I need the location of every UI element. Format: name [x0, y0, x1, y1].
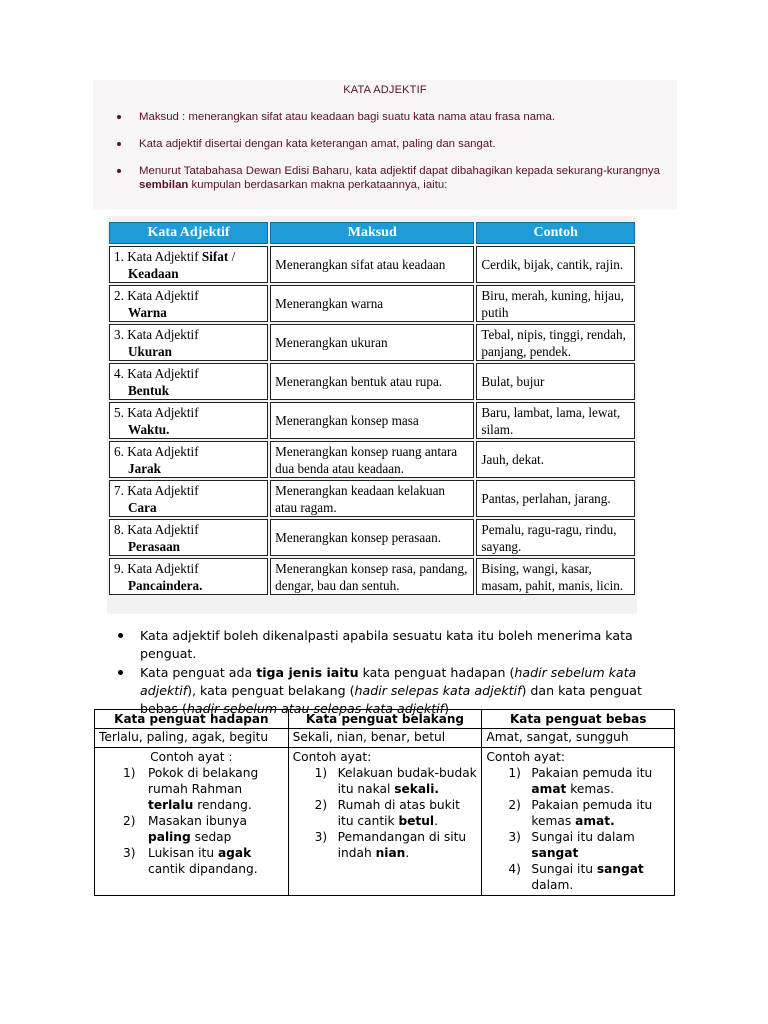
sentence-tail: kemas.: [566, 782, 614, 796]
adjective-type-cell: [109, 441, 268, 478]
adjective-type-line: [114, 248, 263, 265]
adjective-table-image: [107, 216, 637, 614]
adjective-inline-bold: Sifat: [201, 248, 229, 264]
adjective-name: Bentuk: [128, 382, 170, 398]
notes-b2-part4: hadir sebelum kata adjektif: [140, 665, 637, 698]
intro-bullet-3-text: Menurut Tatabahasa Dewan Edisi Baharu, kata adjektif dapat dibahagikan kepada sekurang-kurangnya: [139, 165, 660, 177]
penguat-table-header: [95, 710, 675, 729]
adjective-table-body: [109, 246, 635, 595]
sentence-intensifier: sangat: [531, 846, 579, 860]
adjective-type-line: [114, 560, 263, 577]
adjective-name: Jarak: [128, 460, 161, 476]
sentence-tail: cantik dipandang.: [148, 862, 258, 876]
sentence-item: [99, 845, 284, 877]
sentence-number: 3): [123, 846, 136, 860]
sentence-number: 1): [508, 766, 521, 780]
sentence-tail: rendang.: [193, 798, 252, 812]
adjective-row: [109, 285, 635, 322]
header-kata-adjektif: Kata Adjektif: [109, 222, 268, 244]
sentence-list-bebas: [486, 765, 670, 893]
penguat-table: [94, 709, 675, 896]
notes-b2-part8: hadir sebelum atau selepas kata adjektif: [186, 701, 445, 716]
notes-b2-part7: ) dan kata penguat bebas (: [140, 683, 642, 716]
adjective-name: Warna: [128, 304, 167, 320]
adjective-number: 3. Kata Adjektif: [114, 326, 199, 342]
sentence-number: 2): [123, 814, 136, 828]
notes-b2-part5: ), kata penguat belakang (: [187, 683, 355, 698]
sentence-item: [293, 829, 478, 861]
adjective-number: 5. Kata Adjektif: [114, 404, 199, 420]
sentence-intensifier: betul: [398, 814, 435, 828]
adjective-row: [109, 519, 635, 556]
penguat-sentences-row: [95, 748, 675, 896]
header-penguat-bebas: Kata penguat bebas: [482, 710, 675, 729]
sentence-intensifier: amat.: [575, 814, 615, 828]
sentence-item: [486, 765, 670, 797]
sentence-list-hadapan: [99, 765, 284, 877]
adjective-name: Ukuran: [128, 343, 172, 359]
examples-bebas: Amat, sangat, sungguh: [482, 729, 675, 748]
sentence-item: [486, 797, 670, 829]
adjective-row: [109, 480, 635, 517]
sentence-item: [486, 829, 670, 861]
adjective-name: Keadaan: [128, 265, 179, 281]
adjective-type-cell: [109, 480, 268, 517]
sentence-item: [99, 813, 284, 845]
sentence-tail: sedap: [190, 830, 232, 844]
page-title: KATA ADJEKTIF: [343, 84, 427, 96]
notes-b2-part2: tiga jenis iaitu: [256, 665, 359, 680]
intro-bullet-2: Kata adjektif disertai dengan kata keterangan amat, paling dan sangat.: [117, 137, 672, 151]
header-penguat-hadapan: Kata penguat hadapan: [95, 710, 289, 729]
maksud-cell: Menerangkan sifat atau keadaan: [270, 246, 474, 283]
intro-bullet-3: [117, 164, 672, 192]
contoh-cell: Bulat, bujur: [476, 363, 635, 400]
notes-b2-part9: ): [444, 701, 450, 716]
sentence-number: 1): [314, 766, 328, 780]
adjective-number: 1. Kata Adjektif: [114, 248, 199, 264]
adjective-table: [107, 220, 637, 597]
sentence-item: [486, 861, 670, 893]
header-penguat-belakang: Kata penguat belakang: [288, 710, 482, 729]
maksud-cell: Menerangkan konsep perasaan.: [270, 519, 474, 556]
adjective-type-cell: [109, 363, 268, 400]
intro-bullet-1: Maksud : menerangkan sifat atau keadaan bagi suatu kata nama atau frasa nama.: [117, 110, 672, 124]
sentence-intensifier: terlalu: [148, 798, 194, 812]
adjective-number: 7. Kata Adjektif: [114, 482, 199, 498]
intro-section: [93, 80, 677, 210]
notes-b2-part3: kata penguat hadapan (: [358, 665, 515, 680]
intro-bullet-3-rest: kumpulan berdasarkan makna perkataannya, iaitu:: [188, 179, 448, 191]
sentence-text: Sungai itu dalam: [531, 830, 635, 844]
sentence-text: Pakaian pemuda itu: [531, 766, 653, 780]
adjective-row: [109, 402, 635, 439]
adjective-row: [109, 558, 635, 595]
adjective-type-line: [114, 365, 263, 382]
sentence-item: [293, 765, 478, 797]
adjective-number: 8. Kata Adjektif: [114, 521, 199, 537]
intro-bullet-3-bold: sembilan: [139, 179, 189, 191]
adjective-type-cell: [109, 558, 268, 595]
maksud-cell: Menerangkan konsep masa: [270, 402, 474, 439]
adjective-type-cell: [109, 246, 268, 283]
sentence-number: 2): [508, 798, 521, 812]
sentence-intensifier: amat: [531, 782, 567, 796]
adjective-type-line: [114, 482, 263, 499]
adjective-name: Perasaan: [128, 538, 181, 554]
adjective-name: Waktu.: [128, 421, 170, 437]
adjective-type-line: [114, 521, 263, 538]
contoh-cell: Cerdik, bijak, cantik, rajin.: [476, 246, 635, 283]
intro-bullet-list: [117, 110, 672, 205]
maksud-cell: Menerangkan keadaan kelakuan atau ragam.: [270, 480, 474, 517]
sentence-intensifier: sangat: [596, 862, 644, 876]
maksud-cell: Menerangkan konsep rasa, pandang, dengar, bau dan sentuh.: [270, 558, 474, 595]
sentence-intensifier: paling: [148, 830, 191, 844]
header-maksud: Maksud: [270, 222, 474, 244]
adjective-number: 4. Kata Adjektif: [114, 365, 199, 381]
contoh-cell: Biru, merah, kuning, hijau, putih: [476, 285, 635, 322]
adjective-type-line: [114, 443, 263, 460]
sentence-tail: .: [405, 846, 410, 860]
sentence-tail: dalam.: [531, 878, 574, 892]
sentence-number: 1): [123, 766, 136, 780]
maksud-cell: Menerangkan bentuk atau rupa.: [270, 363, 474, 400]
adjective-number: 6. Kata Adjektif: [114, 443, 199, 459]
sentence-text: Masakan ibunya: [148, 814, 247, 828]
adjective-name: Pancaindera.: [128, 577, 203, 593]
sentences-belakang: [288, 748, 482, 896]
adjective-row: [109, 363, 635, 400]
contoh-cell: Pantas, perlahan, jarang.: [476, 480, 635, 517]
sentence-number: 3): [508, 830, 521, 844]
notes-b2-part1: Kata penguat ada: [140, 665, 257, 680]
adjective-row: [109, 441, 635, 478]
adjective-inline-rest: /: [228, 248, 236, 264]
adjective-row: [109, 324, 635, 361]
sentence-text: Lukisan itu: [148, 846, 218, 860]
contoh-cell: Pemalu, ragu-ragu, rindu, sayang.: [476, 519, 635, 556]
adjective-type-line: [114, 404, 263, 421]
sentence-text: Pakaian pemuda itu kemas: [531, 798, 653, 828]
maksud-cell: Menerangkan ukuran: [270, 324, 474, 361]
contoh-cell: Tebal, nipis, tinggi, rendah, panjang, pendek.: [476, 324, 635, 361]
sentence-intensifier: agak: [217, 846, 252, 860]
penguat-examples-row: [95, 729, 675, 748]
sentence-intensifier: nian: [375, 846, 406, 860]
sentences-bebas: [482, 748, 675, 896]
sentence-text: Pokok di belakang rumah Rahman: [148, 766, 259, 796]
adjective-table-header: [109, 222, 635, 244]
sentence-item: [293, 797, 478, 829]
adjective-number: 9. Kata Adjektif: [114, 560, 199, 576]
notes-bullet-list: [118, 627, 678, 719]
maksud-cell: Menerangkan konsep ruang antara dua benda atau keadaan.: [270, 441, 474, 478]
sentence-tail: .: [434, 814, 438, 828]
adjective-type-cell: [109, 402, 268, 439]
adjective-type-line: [114, 287, 263, 304]
adjective-type-cell: [109, 519, 268, 556]
adjective-number: 2. Kata Adjektif: [114, 287, 199, 303]
adjective-row: [109, 246, 635, 283]
contoh-cell: Jauh, dekat.: [476, 441, 635, 478]
notes-bullet-1: Kata adjektif boleh dikenalpasti apabila sesuatu kata itu boleh menerima kata penguat.: [118, 627, 678, 663]
sentence-text: Sungai itu: [531, 862, 597, 876]
sentence-text: Kelakuan budak-budak itu nakal: [337, 766, 477, 796]
contoh-ayat-label: Contoh ayat:: [292, 750, 372, 764]
sentence-list-belakang: [293, 765, 478, 861]
maksud-cell: Menerangkan warna: [270, 285, 474, 322]
notes-b2-part6: hadir selepas kata adjektif: [354, 683, 522, 698]
adjective-name: Cara: [128, 499, 157, 515]
adjective-type-cell: [109, 285, 268, 322]
sentence-number: 4): [508, 862, 521, 876]
sentences-hadapan: [95, 748, 289, 896]
contoh-ayat-label: Contoh ayat:: [486, 750, 565, 764]
sentence-number: 3): [314, 830, 328, 844]
contoh-cell: Bising, wangi, kasar, masam, pahit, manis, licin.: [476, 558, 635, 595]
contoh-cell: Baru, lambat, lama, lewat, silam.: [476, 402, 635, 439]
sentence-intensifier: sekali.: [394, 782, 440, 796]
adjective-type-line: [114, 326, 263, 343]
sentence-text: Pemandangan di situ indah: [337, 830, 467, 860]
examples-belakang: Sekali, nian, benar, betul: [288, 729, 482, 748]
sentence-number: 2): [314, 798, 328, 812]
adjective-type-cell: [109, 324, 268, 361]
contoh-ayat-label: Contoh ayat :: [150, 750, 233, 764]
sentence-text: Rumah di atas bukit itu cantik: [337, 798, 460, 828]
examples-hadapan: Terlalu, paling, agak, begitu: [95, 729, 289, 748]
sentence-item: [99, 765, 284, 813]
header-contoh: Contoh: [476, 222, 635, 244]
